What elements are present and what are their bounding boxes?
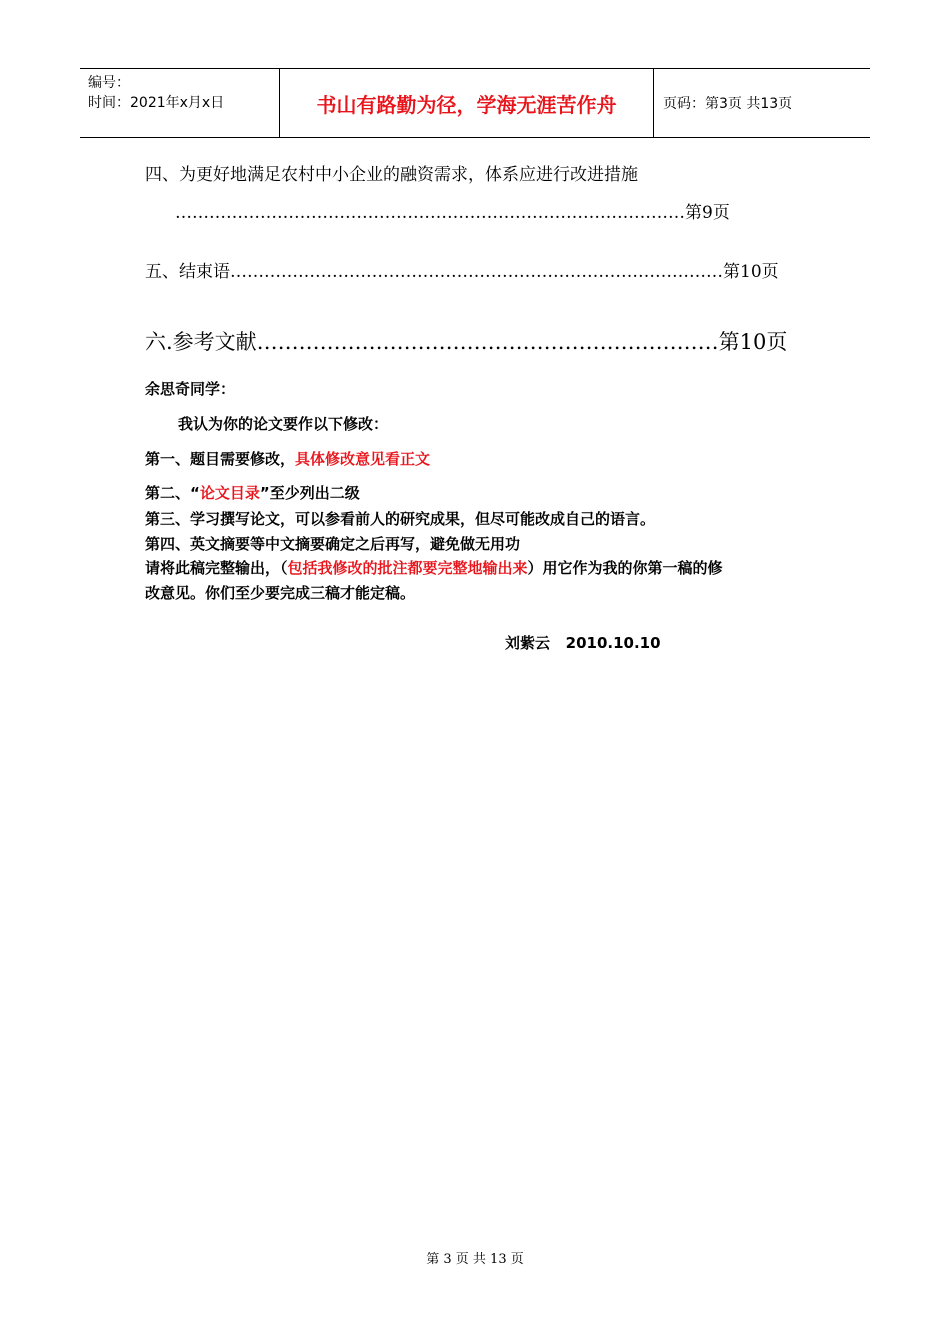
note-point-3: 第三、学习撰写论文，可以参看前人的研究成果，但尽可能改成自己的语言。	[145, 510, 656, 528]
header-page-info: 页码：第3页 共13页	[663, 96, 793, 112]
note-point-2-highlight: 论文目录	[199, 484, 260, 502]
note-intro: 我认为你的论文要作以下修改：	[178, 415, 389, 433]
header-meta	[80, 69, 280, 137]
note-request-suffix: ）用它作为我的你第一稿的修	[527, 559, 723, 577]
number-label: 编号：	[88, 75, 130, 91]
note-request-line	[145, 557, 723, 578]
toc-item-4-leader: ………………………………………………………………………………第9页	[175, 203, 730, 223]
toc-item-5: 五、结束语……………………………………………………………………………第10页	[145, 262, 779, 282]
note-point-1-highlight: 具体修改意见看正文	[295, 450, 431, 468]
note-point-2-prefix: 第二、“	[145, 484, 200, 502]
header-motto: 书山有路勤为径，学海无涯苦作舟	[280, 69, 654, 137]
header-table	[80, 68, 870, 138]
note-request-line-2: 改意见。你们至少要完成三稿才能定稿。	[145, 584, 416, 602]
note-signature: 刘紫云 2010.10.10	[505, 634, 661, 652]
page-footer: 第 3 页 共 13 页	[426, 1252, 524, 1267]
note-request-highlight: 包括我修改的批注都要完整地输出来	[287, 559, 528, 577]
note-point-4: 第四、英文摘要等中文摘要确定之后再写，避免做无用功	[145, 535, 521, 553]
note-request-prefix: 请将此稿完整输出，（	[145, 559, 288, 577]
note-point-1	[145, 448, 430, 469]
toc-item-4-title: 四、为更好地满足农村中小企业的融资需求，体系应进行改进措施	[145, 165, 638, 185]
time-label: 时间：2021年x月x日	[88, 95, 225, 111]
note-point-2	[145, 482, 360, 503]
toc-item-6: 六.参考文献…………………………………………………………第10页	[145, 330, 788, 354]
note-point-2-suffix: ”至少列出二级	[259, 484, 360, 502]
note-salutation: 余思奇同学：	[145, 380, 236, 398]
note-point-1-text: 第一、题目需要修改，	[145, 450, 296, 468]
